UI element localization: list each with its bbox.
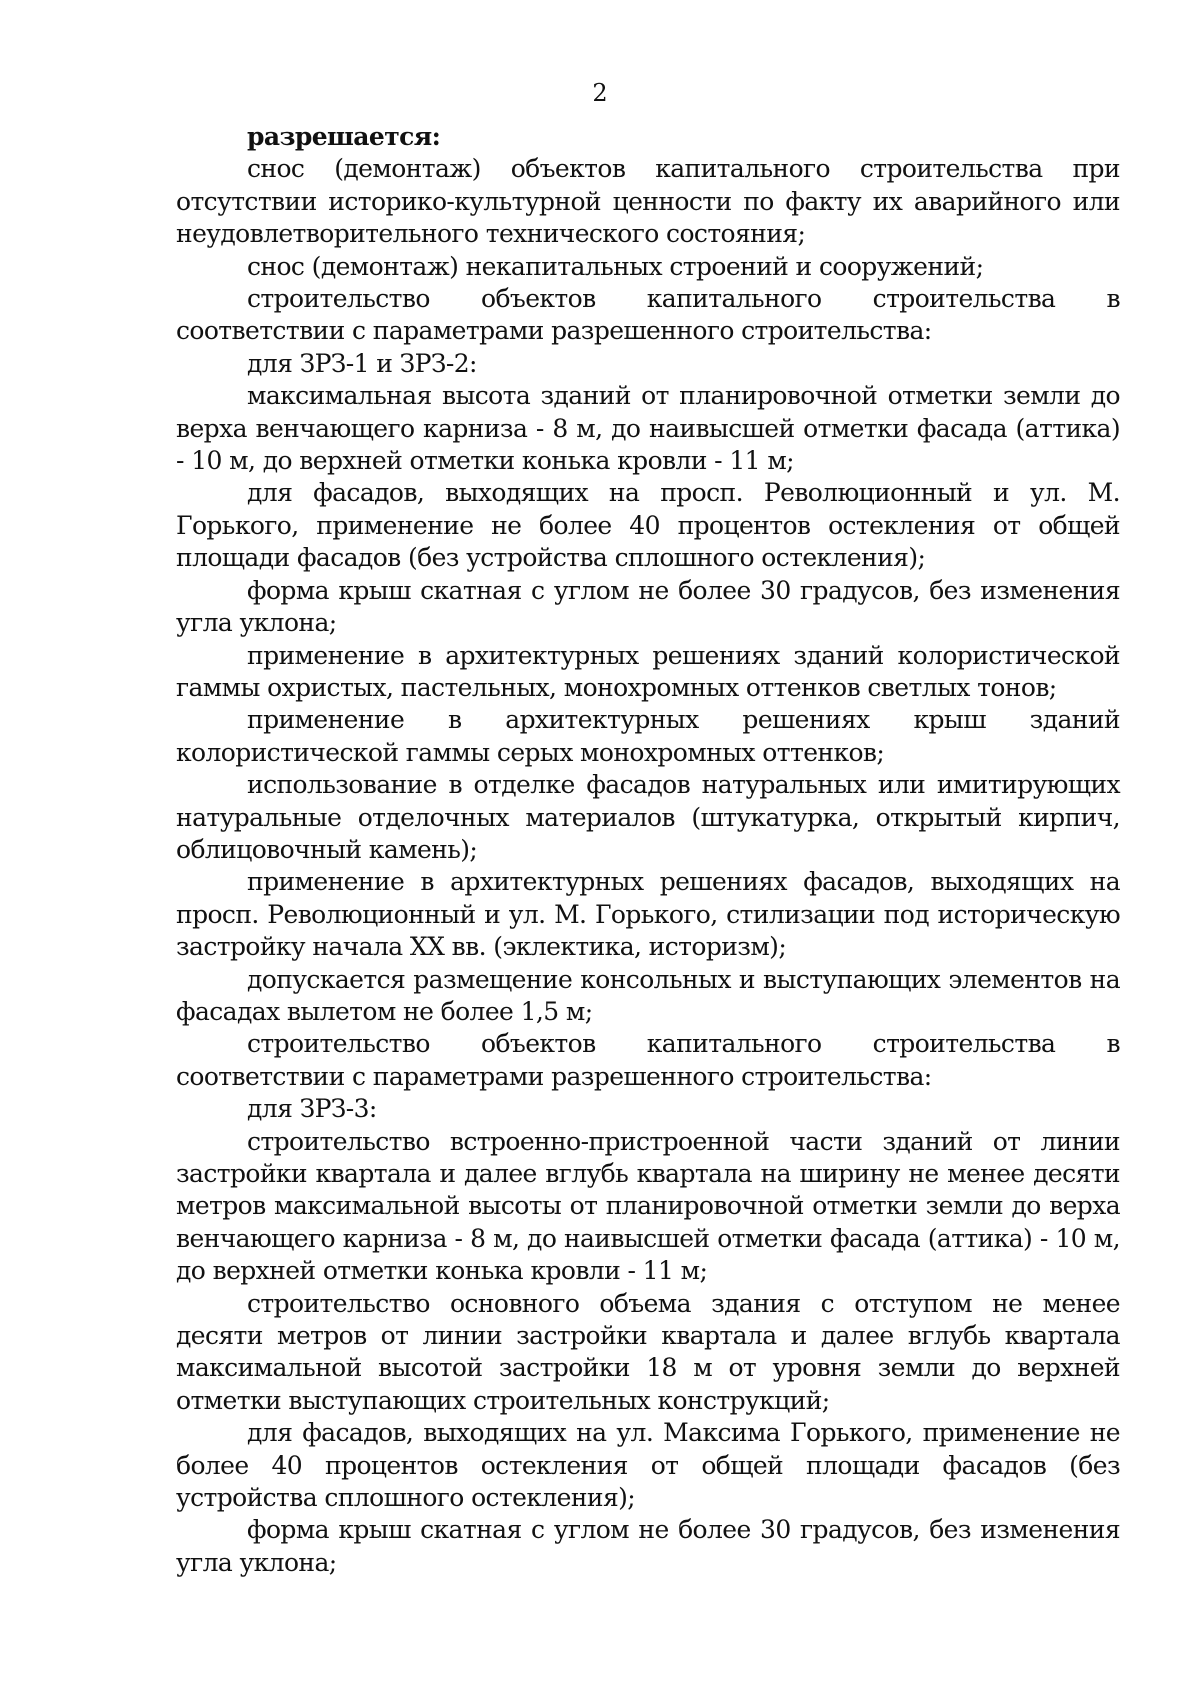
paragraph-roof-shape: форма крыш скатная с углом не более 30 градусов, без изменения угла уклона; <box>176 575 1120 638</box>
paragraph-main-volume: строительство основного объема здания с отступом не менее десяти метров от линии застройки квартала и далее вглубь квартала максимальной высотой застройки 18 м от уровня земли до верхней отметки выступающих строительных конструкций; <box>176 1288 1120 1415</box>
paragraph-construction-params: строительство объектов капитального строительства в соответствии с параметрами разрешенного строительства: <box>176 284 1120 346</box>
paragraph-zone-1-2: для ЗРЗ-1 и ЗРЗ-2: <box>247 348 477 378</box>
section-heading: разрешается: <box>247 122 441 151</box>
paragraph-roof-shape-2: форма крыш скатная с углом не более 30 градусов, без изменения угла уклона; <box>176 1515 1120 1577</box>
paragraph-roof-colors: применение в архитектурных решениях крыш зданий колористической гаммы серых монохромных оттенков; <box>176 705 1120 767</box>
paragraph-construction-params-2: строительство объектов капитального строительства в соответствии с параметрами разрешенного строительства: <box>176 1029 1120 1091</box>
document-body <box>176 121 1120 1579</box>
page-number: 2 <box>592 79 608 107</box>
paragraph-facade-colors: применение в архитектурных решениях зданий колористической гаммы охристых, пастельных, монохромных оттенков светлых тонов; <box>176 640 1120 702</box>
paragraph-glazing: для фасадов, выходящих на просп. Революционный и ул. М. Горького, применение не более 40 процентов остекления от общей площади фасадов (без устройства сплошного остекления); <box>176 478 1120 573</box>
paragraph-finishing-materials: использование в отделке фасадов натуральных или имитирующих натуральные отделочных материалов (штукатурка, открытый кирпич, облицовочный камень); <box>176 770 1120 864</box>
paragraph-zone-3: для ЗРЗ-3: <box>247 1094 377 1124</box>
paragraph-cantilever-elements: допускается размещение консольных и выступающих элементов на фасадах вылетом не более 1,5 м; <box>176 964 1120 1026</box>
paragraph-max-height: максимальная высота зданий от планировочной отметки земли до верха венчающего карниза - 8 м, до наивысшей отметки фасада (аттика) - 10 м, до верхней отметки конька кровли - 11 м; <box>176 381 1120 476</box>
paragraph-built-in-part: строительство встроенно-пристроенной части зданий от линии застройки квартала и далее вглубь квартала на ширину не менее десяти метров максимальной высоты от планировочной отметки земли до верха венчающего карниза - 8 м, до наивысшей отметки фасада (аттика) - 10 м, до верхней отметки конька кровли - 11 м; <box>176 1126 1120 1286</box>
paragraph-glazing-gorky: для фасадов, выходящих на ул. Максима Горького, применение не более 40 процентов остекления от общей площади фасадов (без устройства сплошного остекления); <box>176 1418 1120 1513</box>
paragraph-demolition-capital: снос (демонтаж) объектов капитального строительства при отсутствии историко-культурной ценности по факту их аварийного или неудовлетворительного технического состояния; <box>176 154 1120 249</box>
paragraph-demolition-noncapital: снос (демонтаж) некапитальных строений и сооружений; <box>247 251 984 281</box>
paragraph-stylization: применение в архитектурных решениях фасадов, выходящих на просп. Революционный и ул. М. Горького, стилизации под историческую застройку начала XX вв. (эклектика, историзм); <box>176 867 1120 962</box>
